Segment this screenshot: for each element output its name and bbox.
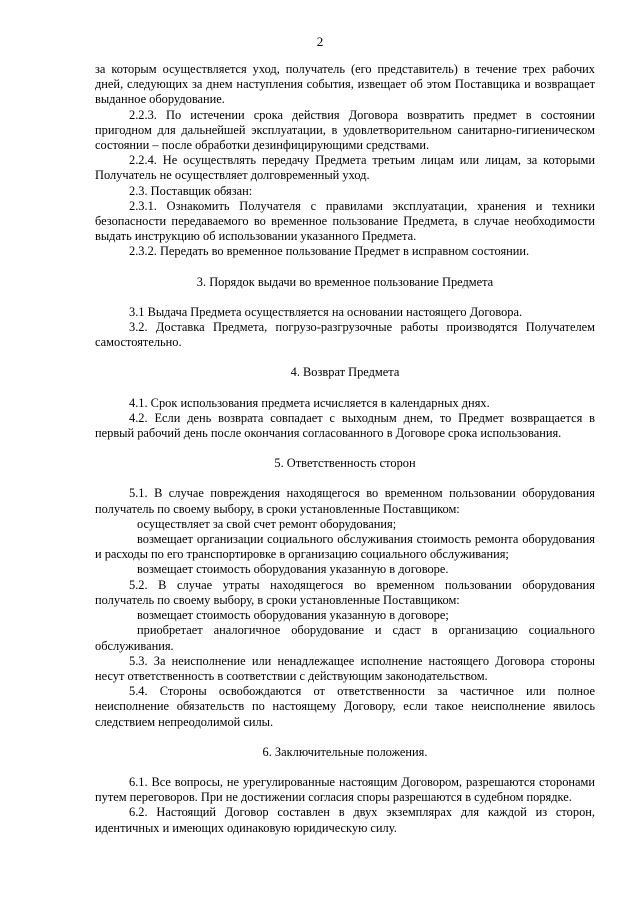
paragraph-5-1: 5.1. В случае повреждения находящегося во временном пользовании оборудования получатель по своему выбору, в сроки установленные Поставщиком: bbox=[95, 486, 595, 516]
paragraph-3-1: 3.1 Выдача Предмета осуществляется на основании настоящего Договора. bbox=[129, 304, 523, 319]
paragraph-continuation: за которым осуществляется уход, получатель (его представитель) в течение трех рабочих дней, следующих за днем наступления события, извещает об этом Поставщика и возвращает выданное оборудование. bbox=[95, 62, 595, 107]
paragraph-5-1-option-repair: осуществляет за свой счет ремонт оборудования; bbox=[137, 516, 397, 531]
paragraph-2-2-3: 2.2.3. По истечении срока действия Договора возвратить предмет в состоянии пригодном для дальнейшей эксплуатации, в удовлетворительном санитарно-гигиеническом состоянии – после обработки дезинфицирующими средствами. bbox=[95, 107, 595, 153]
paragraph-3-2: 3.2. Доставка Предмета, погрузо-разгрузочные работы производятся Получателем самостоятельно. bbox=[95, 320, 595, 350]
paragraph-2-3: 2.3. Поставщик обязан: bbox=[129, 183, 253, 198]
paragraph-4-1: 4.1. Срок использования предмета исчисляется в календарных днях. bbox=[129, 395, 490, 410]
paragraph-6-2: 6.2. Настоящий Договор составлен в двух экземплярах для каждой из сторон, идентичных и имеющих одинаковую юридическую силу. bbox=[95, 805, 595, 835]
paragraph-5-2-option-reimburse-cost: возмещает стоимость оборудования указанную в договоре; bbox=[137, 608, 449, 623]
paragraph-2-3-1: 2.3.1. Ознакомить Получателя с правилами эксплуатации, хранения и техники безопасности передаваемого во временное пользование Предмета, в случае необходимости выдать инструкцию об использовании указанного Предмета. bbox=[95, 198, 595, 244]
paragraph-5-1-option-reimburse-repair: возмещает организации социального обслуживания стоимость ремонта оборудования и расходы по его транспортировке в организацию социального обслуживания; bbox=[95, 532, 595, 562]
paragraph-5-1-option-reimburse-cost: возмещает стоимость оборудования указанную в договоре. bbox=[137, 562, 449, 577]
paragraph-5-3: 5.3. За неисполнение или ненадлежащее исполнение настоящего Договора стороны несут ответственность в соответствии с действующим законодательством. bbox=[95, 653, 595, 683]
paragraph-5-4: 5.4. Стороны освобождаются от ответственности за частичное или полное неисполнение обязательств по настоящему Договору, если такое неисполнение явилось следствием непреодолимой силы. bbox=[95, 684, 595, 729]
paragraph-2-2-4: 2.2.4. Не осуществлять передачу Предмета третьим лицам или лицам, за которыми Получатель не осуществляет долговременный уход. bbox=[95, 153, 595, 183]
paragraph-5-2: 5.2. В случае утраты находящегося во временном пользовании оборудования получатель по своему выбору, в сроки установленные Поставщиком: bbox=[95, 577, 595, 607]
page-number: 2 bbox=[316, 34, 324, 49]
section-6-heading: 6. Заключительные положения. bbox=[262, 744, 428, 759]
paragraph-6-1: 6.1. Все вопросы, не урегулированные настоящим Договором, разрешаются сторонами путем переговоров. При не достижении согласия споры разрешаются в судебном порядке. bbox=[95, 774, 595, 805]
section-3-heading: 3. Порядок выдачи во временное пользование Предмета bbox=[196, 274, 494, 289]
paragraph-4-2: 4.2. Если день возврата совпадает с выходным днем, то Предмет возвращается в первый рабочий день после окончания согласованного в Договоре срока использования. bbox=[95, 410, 595, 441]
section-4-heading: 4. Возврат Предмета bbox=[290, 365, 400, 380]
paragraph-2-3-2: 2.3.2. Передать во временное пользование Предмет в исправном состоянии. bbox=[129, 244, 530, 259]
document-body bbox=[95, 62, 595, 836]
paragraph-5-2-option-replace: приобретает аналогичное оборудование и сдаст в организацию социального обслуживания. bbox=[95, 623, 595, 653]
section-5-heading: 5. Ответственность сторон bbox=[274, 456, 416, 471]
